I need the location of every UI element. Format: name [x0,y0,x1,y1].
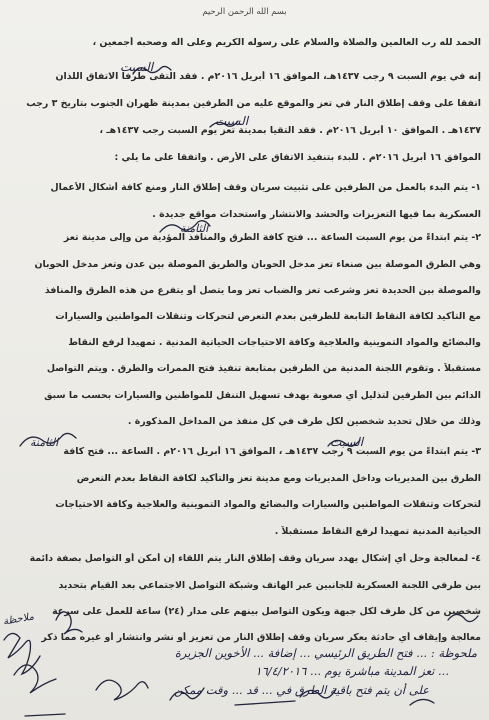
clause-4: ٤- لمعالجة وحل أي إشكال يهدد سريان وقف إطلاق النار يتم اللقاء إن أمكن أو التواصل بصفة دائمة [29,553,481,564]
signature-underline [235,701,295,705]
clause-3: ٣- يتم ابتداءً من يوم السبت ٩ رجب ١٤٣٧هـ ، الموافق ١٦ أبريل ٢٠١٦م . الساعة ... فتح كافة [63,446,481,457]
doc-line: مستقبلاً . وتقوم اللجنة المدنية من الطرفين بمتابعة تنفيذ فتح الممرات والطرق . ويتم التواصل [46,363,481,374]
doc-line: العسكرية بما فيها التعزيزات والحشد والانتشار واستحداث مواقع جديدة . [152,209,481,220]
basmala: بسم الله الرحمن الرحيم [202,6,287,16]
doc-line: والموصلة بين الحديدة تعز وشرعب تعز والضباب تعز وما يتصل أو يتفرع من هذه الطرق والمنافذ [44,285,481,296]
handwritten-note-line: على أن يتم فتح باقية الطرق في ... قد ... وقت ممكن [174,683,429,697]
doc-line: الحياتية المدنية تمهيداً لرفع النقاط مستقبلاً . [274,526,481,537]
doc-line: الدائم بين الطرفين لتذليل أي صعوبة بهدف تسهيل التنقل للمواطنين والسيارات بحسب ما سبق [44,390,481,401]
handwritten-mark [328,440,360,446]
signature [56,612,82,634]
signature [170,688,204,700]
signature [410,699,434,705]
margin-note: ملاحظة [2,611,35,628]
handwritten-time: الثامنة [30,436,59,449]
handwritten-note-line: ... تعز المدينة مباشرة يوم ... ١٦/٤/٢٠١٦ [255,664,449,678]
handwritten-note-line: ملحوظة : ... فتح الطريق الرئيسي ... إضافة ... الأخوين الجزيرة [174,646,477,660]
handwritten-mark [133,66,171,74]
handwritten-day: السبت [215,114,249,128]
handwritten-mark [20,433,76,446]
signature [14,665,56,693]
signature [96,680,148,700]
doc-line: وذلك من خلال تحديد شخصين لكل طرف في كل منفذ من المداخل المذكورة . [127,416,481,427]
handwritten-mark [210,121,238,127]
doc-line: الموافق ١٦ أبريل ٢٠١٦م . للبدء بتنفيذ الاتفاق على الأرض . واتفقا على ما يلي : [114,152,481,163]
handwritten-mark [160,221,210,232]
clause-1: ١- يتم البدء بالعمل من الطرفين على تثبيت سريان وقف إطلاق النار ومنع كافة أشكال الأعمال [50,182,481,193]
doc-line: الطرق بين المديريات وداخل المديريات ومع مدينة تعز والتأكيد لكافة النقاط بعدم التعرض [76,473,481,484]
signature [448,614,478,621]
clause-2: ٢- يتم ابتداءً من يوم السبت الساعة ... فتح كافة الطرق والمنافذ المؤدية من وإلى مدينة تعز [63,232,481,243]
doc-line: لتحركات وتنقلات المواطنين والسيارات والبضائع والمواد التموينية والعلاجية وكافة الاحتياجات [55,499,481,510]
doc-line: بين طرفي اللجنة العسكرية للجانبين عبر الهاتف وشبكة التواصل الاجتماعي بعد القيام بتحديد [58,580,481,591]
doc-line: إنه في يوم السبت ٩ رجب ١٤٣٧هـ، الموافق ١٦ أبريل ٢٠١٦م . فقد التقى طرفا الاتفاق اللذان [55,71,481,82]
handwritten-day: السبت [120,60,154,74]
doc-line: الحمد لله رب العالمين والصلاة والسلام على رسوله الكريم وعلى آله وصحبه أجمعين ، [92,37,481,48]
handwritten-time: الثامنة [180,222,209,235]
doc-line: مع التأكيد لكافة النقاط التابعة للطرفين بعدم التعرض لتحركات وتنقلات المواطنين والسيارات [55,311,481,322]
signature-underline [25,714,65,716]
doc-line: معالجة وإيقاف أي حادثة يعكر سريان وقف إطلاق النار من تعزيز أو نشر وانتشار أو غيره مما ذكر [41,632,481,643]
doc-line: والبضائع والمواد التموينية والعلاجية وكافة الاحتياجات الحياتية المدنية . تمهيداً لرفع النقاط [68,337,481,348]
doc-line: وهي الطرق الموصلة بين صنعاء تعز مدخل الحوبان والطريق الموصلة بين عدن وتعز مدخل الحوبان [34,259,481,270]
doc-line: شخصين من كل طرف لكل جبهة ويكون التواصل بينهم على مدار (٢٤) ساعة للعمل على سرعة [52,606,481,617]
doc-line: ١٤٣٧هـ . الموافق ١٠ أبريل ٢٠١٦م . فقد التقيا بمدينة تعز يوم السبت رجب ١٤٣٧هـ ، [99,125,481,136]
handwritten-day: السبت [330,435,364,449]
signature [300,689,336,698]
doc-line: اتفقا على وقف إطلاق النار في تعز والموقع عليه من الطرفين بمدينة ظهران الجنوب بتاريخ ٣ رجب [26,98,481,109]
signature [4,633,40,674]
